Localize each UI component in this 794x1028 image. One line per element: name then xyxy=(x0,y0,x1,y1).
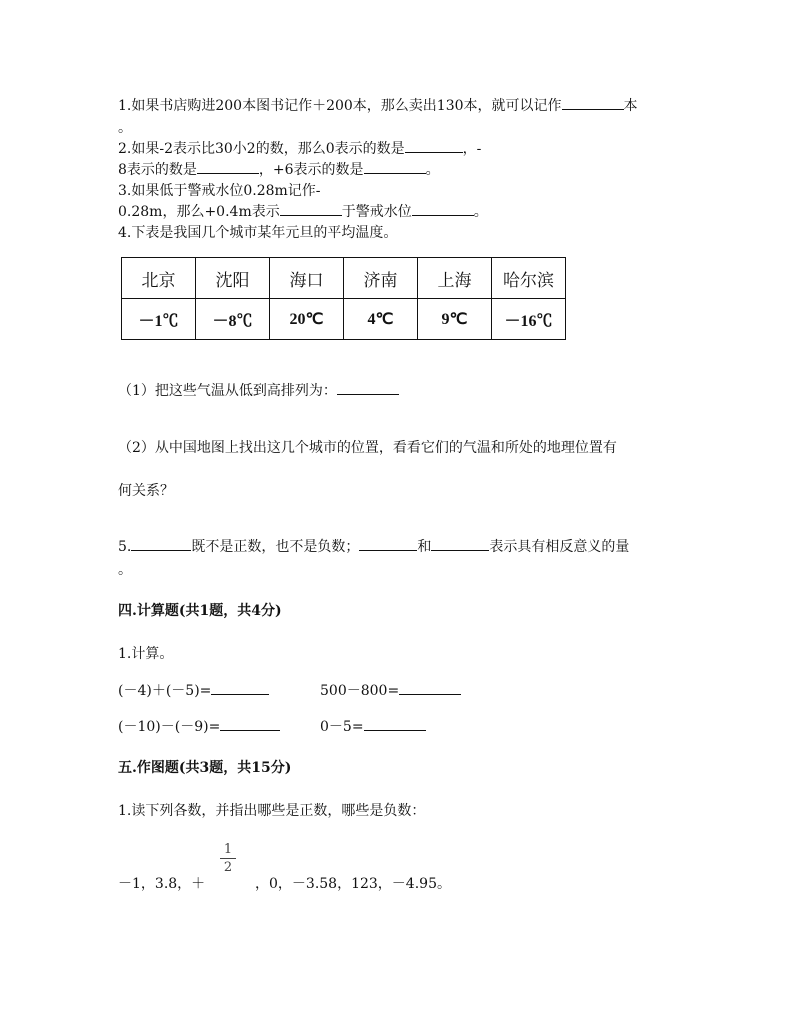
q5-text-c: 表示具有相反意义的量 xyxy=(489,539,630,555)
q4-sub1-text: （1）把这些气温从低到高排列为： xyxy=(118,383,337,399)
q1-text: 1.如果书店购进200本图书记作＋200本，那么卖出130本，就可以记作 xyxy=(118,98,562,114)
expr-answer-blank[interactable] xyxy=(364,716,426,731)
expr-answer-blank[interactable] xyxy=(220,716,280,731)
city-cell: 哈尔滨 xyxy=(492,258,566,299)
q2-text-b: ，- xyxy=(462,141,482,157)
temp-cell: 4℃ xyxy=(344,299,418,340)
q5-blank-1[interactable] xyxy=(131,536,191,551)
calc-expr-3 xyxy=(118,716,280,736)
fraction-numerator: 1 xyxy=(223,842,233,857)
section4-q1: 1.计算。 xyxy=(118,646,174,662)
city-cell: 海口 xyxy=(270,258,344,299)
table-row-cities xyxy=(122,258,566,299)
q2-text-d: ，+6表示的数是 xyxy=(258,162,364,178)
q3-text-c: 。 xyxy=(473,204,488,220)
q1-unit: 本 xyxy=(623,98,638,114)
section5-q1: 1.读下列各数，并指出哪些是正数，哪些是负数： xyxy=(118,803,426,819)
numbers-list-b: ，0，－3.58，123，－4.95。 xyxy=(255,876,451,892)
q1-line xyxy=(118,95,638,115)
expr-answer-blank[interactable] xyxy=(399,680,461,695)
calc-expr-1 xyxy=(118,680,269,700)
q3-text-b: 于警戒水位 xyxy=(341,204,412,220)
q5-blank-2[interactable] xyxy=(359,536,417,551)
temp-cell: －8℃ xyxy=(196,299,270,340)
q2-blank-2[interactable] xyxy=(197,159,259,174)
fraction-bar xyxy=(220,858,236,859)
city-cell: 上海 xyxy=(418,258,492,299)
temp-cell: －16℃ xyxy=(492,299,566,340)
q5-text-a: 既不是正数，也不是负数； xyxy=(191,539,360,555)
q2-line2 xyxy=(118,159,440,179)
q4-sub2-line1: （2）从中国地图上找出这几个城市的位置，看看它们的气温和所处的地理位置有 xyxy=(118,440,617,456)
q1-cont: 。 xyxy=(118,120,132,136)
q3-text-a: 0.28m，那么+0.4m表示 xyxy=(118,204,280,220)
q3-blank-1[interactable] xyxy=(280,201,342,216)
q3-blank-2[interactable] xyxy=(412,201,474,216)
q4-sub1-blank[interactable] xyxy=(337,380,399,395)
q2-text-e: 。 xyxy=(425,162,440,178)
fraction-one-half xyxy=(220,842,236,875)
section5-title: 五.作图题(共3题，共15分) xyxy=(118,760,292,776)
temp-cell: 20℃ xyxy=(270,299,344,340)
q4-sub1 xyxy=(118,380,399,400)
temp-cell: 9℃ xyxy=(418,299,492,340)
city-cell: 沈阳 xyxy=(196,258,270,299)
calc-expr-4 xyxy=(320,716,426,736)
q5-blank-3[interactable] xyxy=(431,536,489,551)
q2-blank-3[interactable] xyxy=(364,159,426,174)
q5-line xyxy=(118,536,629,556)
q2-text-a: 2.如果-2表示比30小2的数，那么0表示的数是 xyxy=(118,141,405,157)
expr-text: 500－800= xyxy=(320,683,400,699)
temperature-table xyxy=(121,257,566,340)
city-cell: 北京 xyxy=(122,258,196,299)
expr-text: (－4)＋(－5)= xyxy=(118,683,212,699)
expr-answer-blank[interactable] xyxy=(211,680,269,695)
calc-expr-2 xyxy=(320,680,461,700)
q3-line1: 3.如果低于警戒水位0.28m记作- xyxy=(118,183,321,199)
city-cell: 济南 xyxy=(344,258,418,299)
q1-answer-blank[interactable] xyxy=(562,95,624,110)
q4-sub2-line2: 何关系？ xyxy=(118,483,174,499)
q5-prefix: 5. xyxy=(118,539,132,555)
q5-text-b: 和 xyxy=(417,539,432,555)
fraction-denominator: 2 xyxy=(223,860,233,875)
numbers-list-a: －1，3.8，＋ xyxy=(118,876,206,892)
q2-text-c: 8表示的数是 xyxy=(118,162,197,178)
expr-text: (－10)－(－9)= xyxy=(118,719,221,735)
q3-line2 xyxy=(118,201,488,221)
temp-cell: －1℃ xyxy=(122,299,196,340)
q4-intro: 4.下表是我国几个城市某年元旦的平均温度。 xyxy=(118,225,398,241)
expr-text: 0－5= xyxy=(320,719,364,735)
section4-title: 四.计算题(共1题，共4分) xyxy=(118,603,282,619)
q5-cont: 。 xyxy=(118,562,132,578)
q2-line1 xyxy=(118,138,481,158)
table-row-temps xyxy=(122,299,566,340)
q2-blank-1[interactable] xyxy=(405,138,463,153)
